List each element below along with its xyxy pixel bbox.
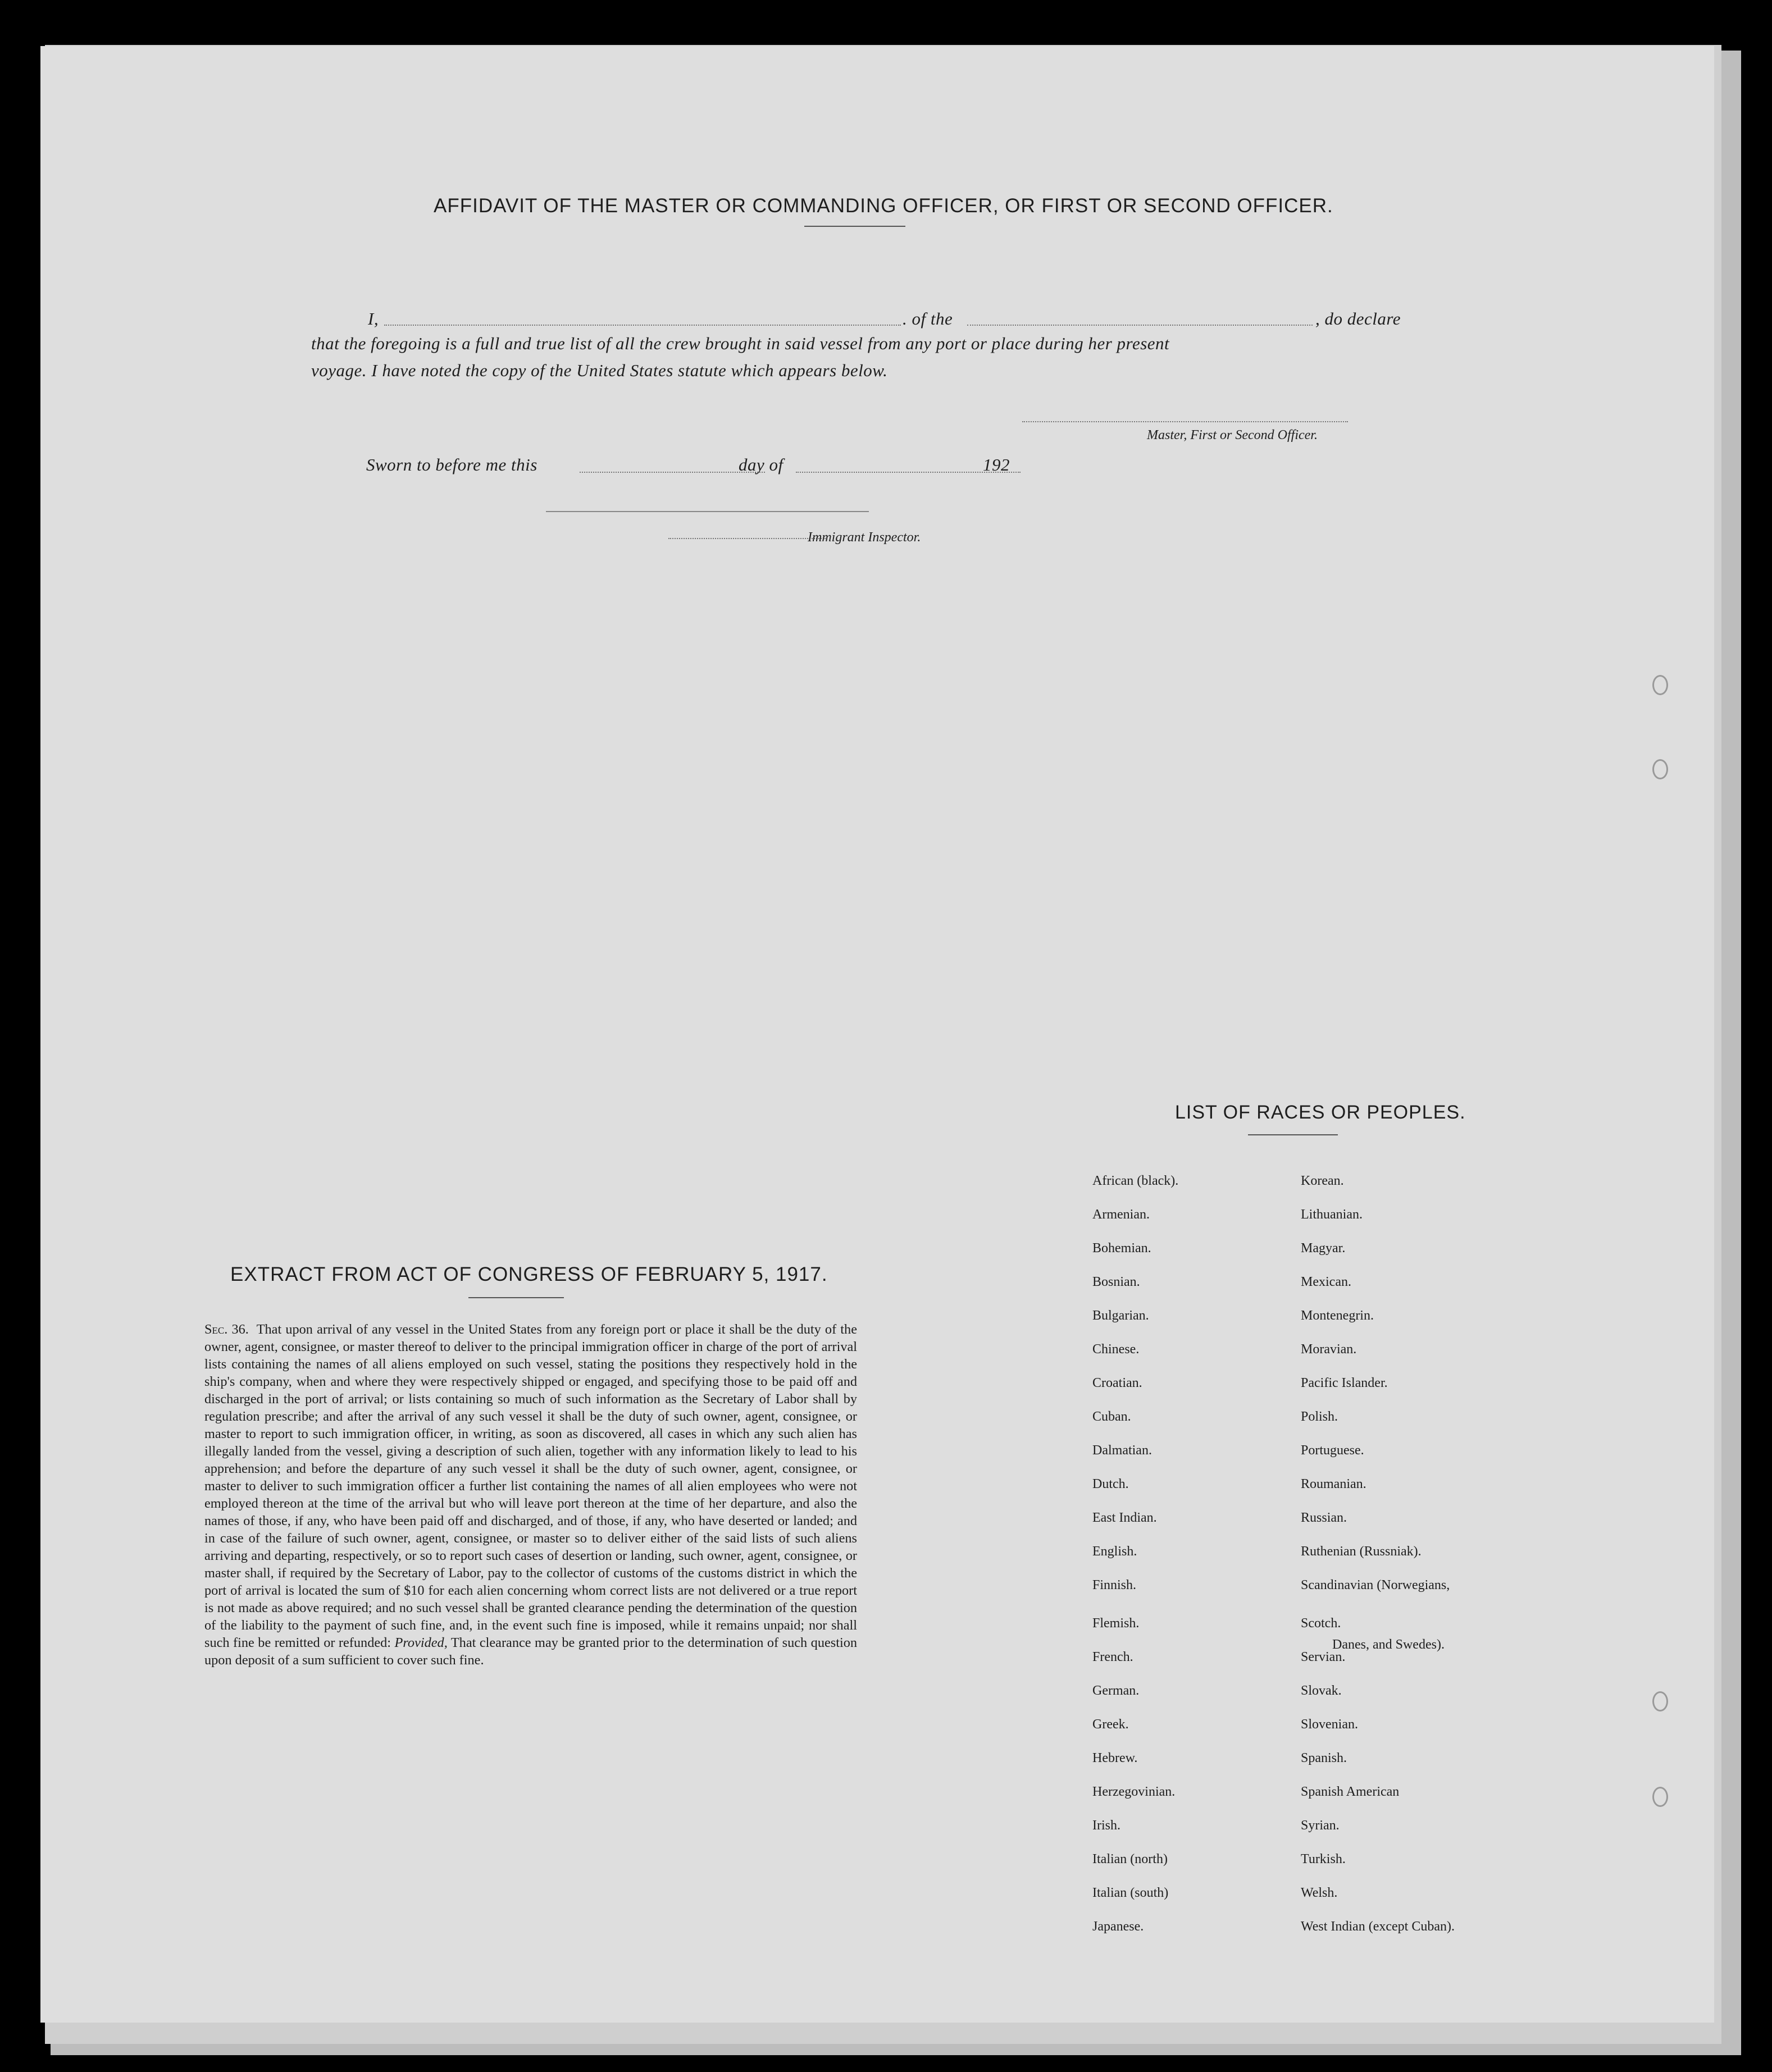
race-item: Dutch. bbox=[1092, 1477, 1129, 1491]
extract-title-rule bbox=[468, 1297, 564, 1298]
race-item: East Indian. bbox=[1092, 1510, 1157, 1525]
signature-blank bbox=[1022, 421, 1348, 422]
extract-title: EXTRACT FROM ACT OF CONGRESS OF FEBRUARY 5, 1917. bbox=[230, 1263, 828, 1285]
race-item: Slovenian. bbox=[1301, 1717, 1358, 1732]
binding-hole bbox=[1652, 759, 1668, 779]
race-item: Bosnian. bbox=[1092, 1275, 1140, 1289]
inspector-rule bbox=[546, 511, 869, 512]
race-item: Hebrew. bbox=[1092, 1751, 1138, 1765]
extract-provided: Provided, bbox=[394, 1635, 448, 1650]
sworn-day-blank bbox=[580, 472, 765, 473]
binding-hole bbox=[1652, 1691, 1668, 1712]
affidavit-title: AFFIDAVIT OF THE MASTER OR COMMANDING OFFICER, OR FIRST OR SECOND OFFICER. bbox=[434, 195, 1333, 217]
sworn-year: 192 bbox=[983, 455, 1010, 474]
race-item: Bohemian. bbox=[1092, 1241, 1151, 1256]
race-item: Scandinavian (Norwegians, bbox=[1301, 1578, 1450, 1592]
race-item: Flemish. bbox=[1092, 1616, 1140, 1631]
race-item: Bulgarian. bbox=[1092, 1308, 1149, 1323]
race-item: Russian. bbox=[1301, 1510, 1347, 1525]
race-item: Servian. bbox=[1301, 1650, 1346, 1664]
race-item: Italian (south) bbox=[1092, 1886, 1169, 1900]
race-item: Lithuanian. bbox=[1301, 1207, 1363, 1222]
race-item: Pacific Islander. bbox=[1301, 1376, 1388, 1390]
inspector-blank bbox=[668, 538, 826, 539]
name-blank bbox=[384, 325, 901, 326]
affidavit-of-the: . of the bbox=[903, 309, 953, 328]
race-item: Slovak. bbox=[1301, 1683, 1342, 1698]
affidavit-line-2: that the foregoing is a full and true list of all the crew brought in said vessel from any port or place during her present bbox=[311, 334, 1170, 353]
race-item: Cuban. bbox=[1092, 1409, 1131, 1424]
extract-body bbox=[204, 1321, 857, 1669]
races-title: LIST OF RACES OR PEOPLES. bbox=[1175, 1102, 1466, 1123]
race-item: English. bbox=[1092, 1544, 1137, 1559]
race-item: Chinese. bbox=[1092, 1342, 1140, 1357]
vessel-blank bbox=[967, 325, 1313, 326]
race-item: African (black). bbox=[1092, 1174, 1179, 1188]
affidavit-do-declare: , do declare bbox=[1315, 309, 1401, 328]
race-item: Welsh. bbox=[1301, 1886, 1338, 1900]
race-item: Dalmatian. bbox=[1092, 1443, 1152, 1458]
race-item: Ruthenian (Russniak). bbox=[1301, 1544, 1422, 1559]
race-item: Armenian. bbox=[1092, 1207, 1150, 1222]
race-item: Montenegrin. bbox=[1301, 1308, 1374, 1323]
inspector-label: Immigrant Inspector. bbox=[808, 530, 921, 545]
race-item: Finnish. bbox=[1092, 1578, 1137, 1592]
race-item: French. bbox=[1092, 1650, 1133, 1664]
race-item: Moravian. bbox=[1301, 1342, 1357, 1357]
race-item: Korean. bbox=[1301, 1174, 1344, 1188]
race-item: Polish. bbox=[1301, 1409, 1338, 1424]
race-item: Irish. bbox=[1092, 1818, 1120, 1833]
race-item: Greek. bbox=[1092, 1717, 1129, 1732]
binding-hole bbox=[1652, 675, 1668, 695]
race-item: Scotch. bbox=[1301, 1616, 1341, 1631]
manifest-page bbox=[40, 46, 1714, 2023]
extract-section: Sec. 36. bbox=[204, 1322, 249, 1337]
extract-text: That upon arrival of any vessel in the United States from any foreign port or place it shall be the duty of the owner, agent, consignee, or master thereof to deliver to the principal immigration officer in charge of the port of arrival lists containing the names of all aliens employed on such vessel, stating the positions they respectively hold in the ship's company, when and where they were respectively shipped or engaged, and specifying those to be paid off and discharged in the port of arrival; or lists containing so much of such information as the Secretary of Labor shall by regulation prescribe; and after the arrival of any such vessel it shall be the duty of such owner, agent, consignee, or master to report to such immigration officer, in writing, as soon as discovered, all cases in which any such alien has illegally landed from the vessel, giving a description of such alien, together with any information likely to lead to his apprehension; and before the departure of any such vessel it shall be the duty of such owner, agent, consignee, or master to deliver to such immigration officer a further list containing the names of all alien employees who were not employed thereon at the time of the arrival but who will leave port thereon at the time of her departure, and also the names of those, if any, who have been paid off and discharged, and of those, if any, who have deserted or landed; and in case of the failure of such owner, agent, consignee, or master so to deliver either of the said lists of such aliens arriving and departing, respectively, or so to report such cases of desertion or landing, such owner, agent, consignee, or master shall, if required by the Secretary of Labor, pay to the collector of customs of the customs district in which the port of arrival is located the sum of $10 for each alien concerning whom correct lists are not delivered or a true report is not made as above required; and no such vessel shall be granted clearance pending the determination of the question of the liability to the payment of such fine, and, in the event such fine is imposed, while it remains unpaid; nor shall such fine be remitted or refunded: bbox=[204, 1322, 857, 1650]
race-item: Mexican. bbox=[1301, 1275, 1351, 1289]
race-item: Turkish. bbox=[1301, 1852, 1346, 1866]
race-item: Italian (north) bbox=[1092, 1852, 1168, 1866]
affidavit-i: I, bbox=[368, 309, 379, 328]
binding-hole bbox=[1652, 1787, 1668, 1807]
signature-label: Master, First or Second Officer. bbox=[1147, 428, 1318, 442]
race-item: Portuguese. bbox=[1301, 1443, 1364, 1458]
sworn-prefix: Sworn to before me this bbox=[366, 455, 537, 474]
race-item: Spanish. bbox=[1301, 1751, 1347, 1765]
race-item: Herzegovinian. bbox=[1092, 1785, 1176, 1799]
race-scandinavian-continuation: Danes, and Swedes). bbox=[1332, 1637, 1445, 1652]
race-item: Croatian. bbox=[1092, 1376, 1142, 1390]
sworn-day-of: day of bbox=[739, 455, 783, 474]
title-rule bbox=[804, 226, 905, 227]
race-item: German. bbox=[1092, 1683, 1140, 1698]
race-item: Japanese. bbox=[1092, 1919, 1144, 1934]
race-item: Roumanian. bbox=[1301, 1477, 1366, 1491]
affidavit-line-3: voyage. I have noted the copy of the United States statute which appears below. bbox=[311, 360, 888, 380]
races-title-rule bbox=[1248, 1134, 1338, 1135]
race-item: Spanish American bbox=[1301, 1785, 1400, 1799]
race-item: Magyar. bbox=[1301, 1241, 1346, 1256]
race-item: West Indian (except Cuban). bbox=[1301, 1919, 1455, 1934]
extract-text-end: That clearance may be granted prior to the determination of such question upon deposit of a sum sufficient to cover such fine. bbox=[204, 1635, 858, 1668]
race-item: Syrian. bbox=[1301, 1818, 1340, 1833]
